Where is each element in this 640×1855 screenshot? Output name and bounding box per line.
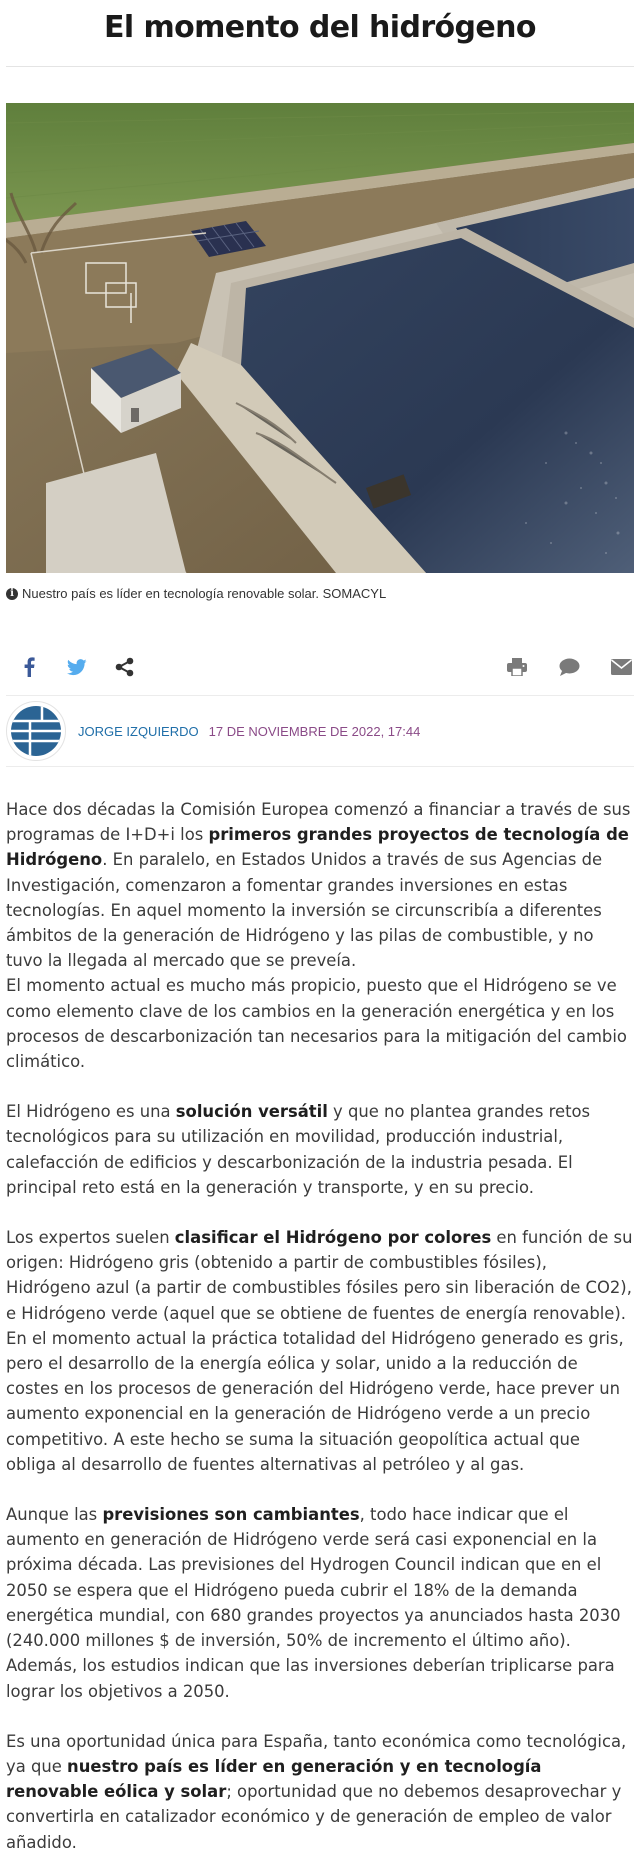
author-name[interactable]: JORGE IZQUIERDO bbox=[78, 723, 199, 739]
comment-icon[interactable] bbox=[556, 654, 582, 680]
paragraph: El Hidrógeno es una solución versátil y que no plantea grandes retos tecnológicos para su utilización en movilidad, producción industrial, calefacción de edificios y descarbonización de la industria pesada. El principal reto está en la generación y transporte, y en su precio. bbox=[6, 1102, 591, 1197]
paragraph: Los expertos suelen clasificar el Hidrógeno por colores en función de su origen: Hidrógeno gris (obtenido a partir de combustibles fósiles), Hidrógeno azul (a partir de combustibles fósiles pero sin liberación de CO2), e Hidrógeno verde (aquel que se obtiene de fuentes de energía renovable). En el momento actual la práctica totalidad del Hidrógeno generado es gris, pero el desarrollo de la energía eólica y solar, unido a la reducción de costes en los procesos de generación del Hidrógeno verde, hace prever un aumento exponencial en la generación de Hidrógeno verde a un precio competitivo. A este hecho se suma la situación geopolítica actual que obliga al desarrollo de fuentes alternativas al petróleo y al gas. bbox=[6, 1228, 633, 1474]
share-icon[interactable] bbox=[112, 654, 138, 680]
title-divider bbox=[6, 66, 634, 67]
paragraph: Es una oportunidad única para España, tanto económica como tecnológica, ya que nuestro país es líder en generación y en tecnología renovable eólica y solar; oportunidad que no debemos desaprovechar y convertirla en catalizador económico y de generación de empleo de valor añadido. bbox=[6, 1731, 627, 1852]
info-icon: i bbox=[6, 588, 18, 600]
mail-icon[interactable] bbox=[608, 654, 634, 680]
print-icon[interactable] bbox=[504, 654, 530, 680]
facebook-icon[interactable] bbox=[16, 654, 42, 680]
article-title: El momento del hidrógeno bbox=[104, 10, 536, 45]
caption-text: Nuestro país es líder en tecnología renovable solar. SOMACYL bbox=[22, 586, 387, 601]
paragraph: Hace dos décadas la Comisión Europea comenzó a financiar a través de sus programas de I+D+i los primeros grandes proyectos de tecnología de Hidrógeno. En paralelo, en Estados Unidos a través de sus Agencias de Investigación, comenzaron a fomentar grandes inversiones en estas tecnologías. En aquel momento la inversión se circunscribía a diferentes ámbitos de la generación de Hidrógeno y las pilas de combustible, y no tuvo la llegada al mercado que se preveía. bbox=[6, 800, 631, 971]
article-body bbox=[0, 797, 640, 1855]
share-bar bbox=[0, 645, 640, 689]
image-caption bbox=[6, 585, 634, 603]
paragraph: Aunque las previsiones son cambiantes, todo hace indicar que el aumento en generación de Hidrógeno verde será casi exponencial en la próxima década. Las previsiones del Hydrogen Council indican que en el 2050 se espera que el Hidrógeno pueda cubrir el 18% de la demanda energética mundial, con 680 grandes proyectos ya anunciados hasta 2030 (240.000 millones $ de inversión, 50% de incremento el último año). Además, los estudios indican que las inversiones deberían triplicarse para lograr los objetivos a 2050. bbox=[6, 1505, 621, 1701]
author-avatar[interactable] bbox=[6, 701, 66, 761]
publish-date: 17 DE NOVIEMBRE DE 2022, 17:44 bbox=[208, 723, 421, 739]
twitter-icon[interactable] bbox=[64, 654, 90, 680]
hero-image bbox=[6, 103, 634, 573]
byline bbox=[0, 696, 640, 766]
paragraph: El momento actual es mucho más propicio, puesto que el Hidrógeno se ve como elemento clave de los cambios en la generación energética y en los procesos de descarbonización tan necesarios para la mitigación del cambio climático. bbox=[6, 976, 627, 1072]
byline-divider bbox=[6, 766, 634, 767]
